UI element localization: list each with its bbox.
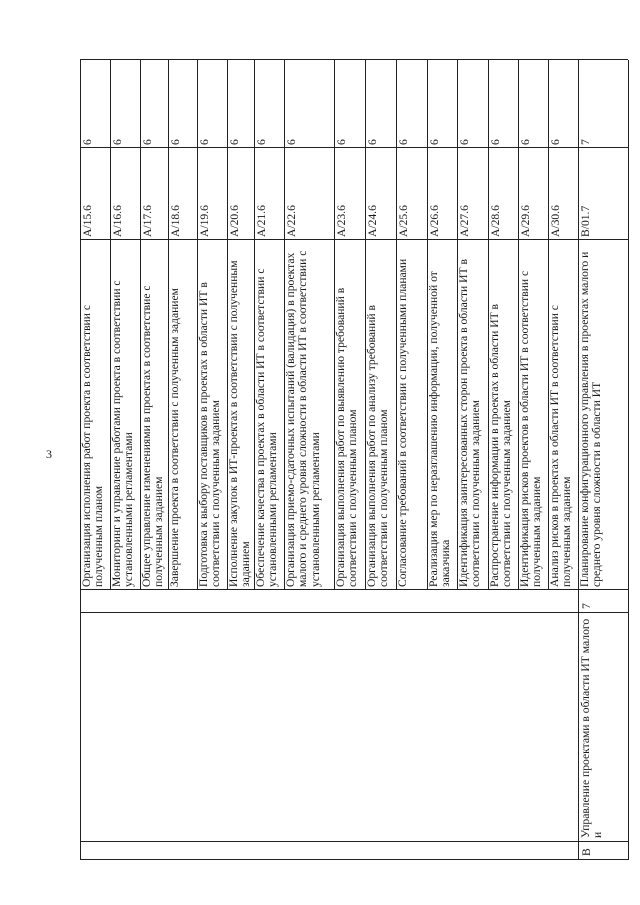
page-number: 3: [46, 447, 52, 461]
row-divider: [518, 60, 519, 590]
task-name-cell: Завершение проекта в соответствии с полученным заданием: [168, 288, 181, 587]
task-name-cell: Обеспечение качества в проектах в области ИТ в соответствии с установленными регламентами: [254, 268, 280, 587]
task-code-cell: A/28.6: [489, 205, 502, 237]
row-divider: [578, 60, 579, 860]
column-divider: [80, 59, 628, 60]
task-code-cell: A/30.6: [549, 205, 562, 237]
task-code-cell: A/21.6: [255, 205, 268, 237]
column-divider: [80, 589, 628, 590]
task-code-cell: A/23.6: [335, 205, 348, 237]
task-level-cell: 6: [458, 139, 471, 145]
task-name-cell: Идентификация рисков проектов в области ИТ в соответствии с полученным заданием: [518, 270, 544, 587]
task-level-cell: 6: [366, 139, 379, 145]
task-code-cell: A/17.6: [141, 205, 154, 237]
task-level-cell: 6: [198, 139, 211, 145]
task-name-cell: Мониторинг и управление работами проекта в соответствии с установленными регламентами: [110, 280, 136, 587]
task-level-cell: 6: [228, 139, 241, 145]
task-code-cell: A/15.6: [81, 205, 94, 237]
task-code-cell: A/24.6: [366, 205, 379, 237]
task-name-cell: Идентификация заинтересованных сторон проекта в области ИТ в соответствии с полученным заданием: [457, 259, 483, 587]
task-name-cell: Анализ рисков в проектах в области ИТ в соответствии с полученным заданием: [548, 305, 574, 587]
column-divider: [80, 859, 628, 860]
row-divider: [140, 60, 141, 590]
task-name-cell: Реализация мер по неразглашению информации, полученной от заказчика: [427, 271, 453, 587]
task-name-cell: Организация выполнения работ по анализу требований в соответствии с полученным планом: [365, 304, 391, 587]
task-level-cell: 6: [489, 139, 502, 145]
task-code-cell: A/29.6: [519, 205, 532, 237]
row-divider: [334, 60, 335, 590]
row-divider: [548, 60, 549, 590]
task-code-cell: A/27.6: [458, 205, 471, 237]
task-code-cell: A/25.6: [397, 205, 410, 237]
row-divider: [197, 60, 198, 590]
group-name-cell: Управление проектами в области ИТ малого и: [579, 618, 605, 838]
column-divider: [80, 147, 628, 148]
row-divider: [457, 60, 458, 590]
row-divider: [227, 60, 228, 590]
group-level-cell: 7: [580, 603, 593, 609]
row-divider: [168, 60, 169, 590]
task-name-cell: Подготовка к выбору поставщиков в проектах в области ИТ в соответствии с полученным заданием: [197, 282, 223, 587]
task-level-cell: 6: [335, 139, 348, 145]
task-name-cell: Исполнение закупок в ИТ-проектах в соответствии с полученным заданием: [227, 260, 253, 587]
task-level-cell: 6: [428, 139, 441, 145]
task-level-cell: 6: [169, 139, 182, 145]
task-name-cell: Согласование требований в соответствии с полученными планами: [396, 258, 409, 587]
task-level-cell: 6: [519, 139, 532, 145]
task-code-cell: A/26.6: [428, 205, 441, 237]
task-level-cell: 6: [397, 139, 410, 145]
row-divider: [284, 60, 285, 590]
task-code-cell: A/18.6: [169, 205, 182, 237]
task-name-cell: Распространение информации в проектах в области ИТ в соответствии с полученным заданием: [488, 303, 514, 587]
task-code-cell: B/01.7: [579, 205, 592, 237]
row-divider: [396, 60, 397, 590]
row-divider: [427, 60, 428, 590]
table-border: [628, 60, 629, 860]
task-code-cell: A/16.6: [111, 205, 124, 237]
task-level-cell: 6: [285, 139, 298, 145]
task-code-cell: A/22.6: [285, 205, 298, 237]
row-divider: [365, 60, 366, 590]
task-name-cell: Общее управление изменениями в проектах в соответствие с полученным заданием: [140, 285, 166, 587]
column-divider: [80, 841, 628, 842]
task-level-cell: 6: [255, 139, 268, 145]
task-level-cell: 6: [81, 139, 94, 145]
task-name-cell: Организация исполнения работ проекта в соответствии с полученным планом: [80, 304, 106, 587]
task-code-cell: A/19.6: [198, 205, 211, 237]
task-name-cell: Организация приемо-сдаточных испытаний (валидация) в проектах малого и среднего уровня сложности в области ИТ в соответствии с установленными регламентами: [284, 250, 322, 587]
column-divider: [80, 612, 628, 613]
task-level-cell: 7: [579, 139, 592, 145]
section-letter-cell: B: [580, 848, 593, 856]
task-level-cell: 6: [141, 139, 154, 145]
column-divider: [80, 239, 628, 240]
task-level-cell: 6: [111, 139, 124, 145]
row-divider: [110, 60, 111, 590]
row-divider: [254, 60, 255, 590]
task-name-cell: Планирование конфигурационного управления в проектах малого и среднего уровня сложности в области ИТ: [578, 251, 604, 587]
task-code-cell: A/20.6: [228, 205, 241, 237]
task-name-cell: Организация выполнения работ по выявлению требований в соответствии с полученным планом: [334, 287, 360, 587]
task-level-cell: 6: [549, 139, 562, 145]
row-divider: [488, 60, 489, 590]
table-border: [80, 60, 81, 860]
